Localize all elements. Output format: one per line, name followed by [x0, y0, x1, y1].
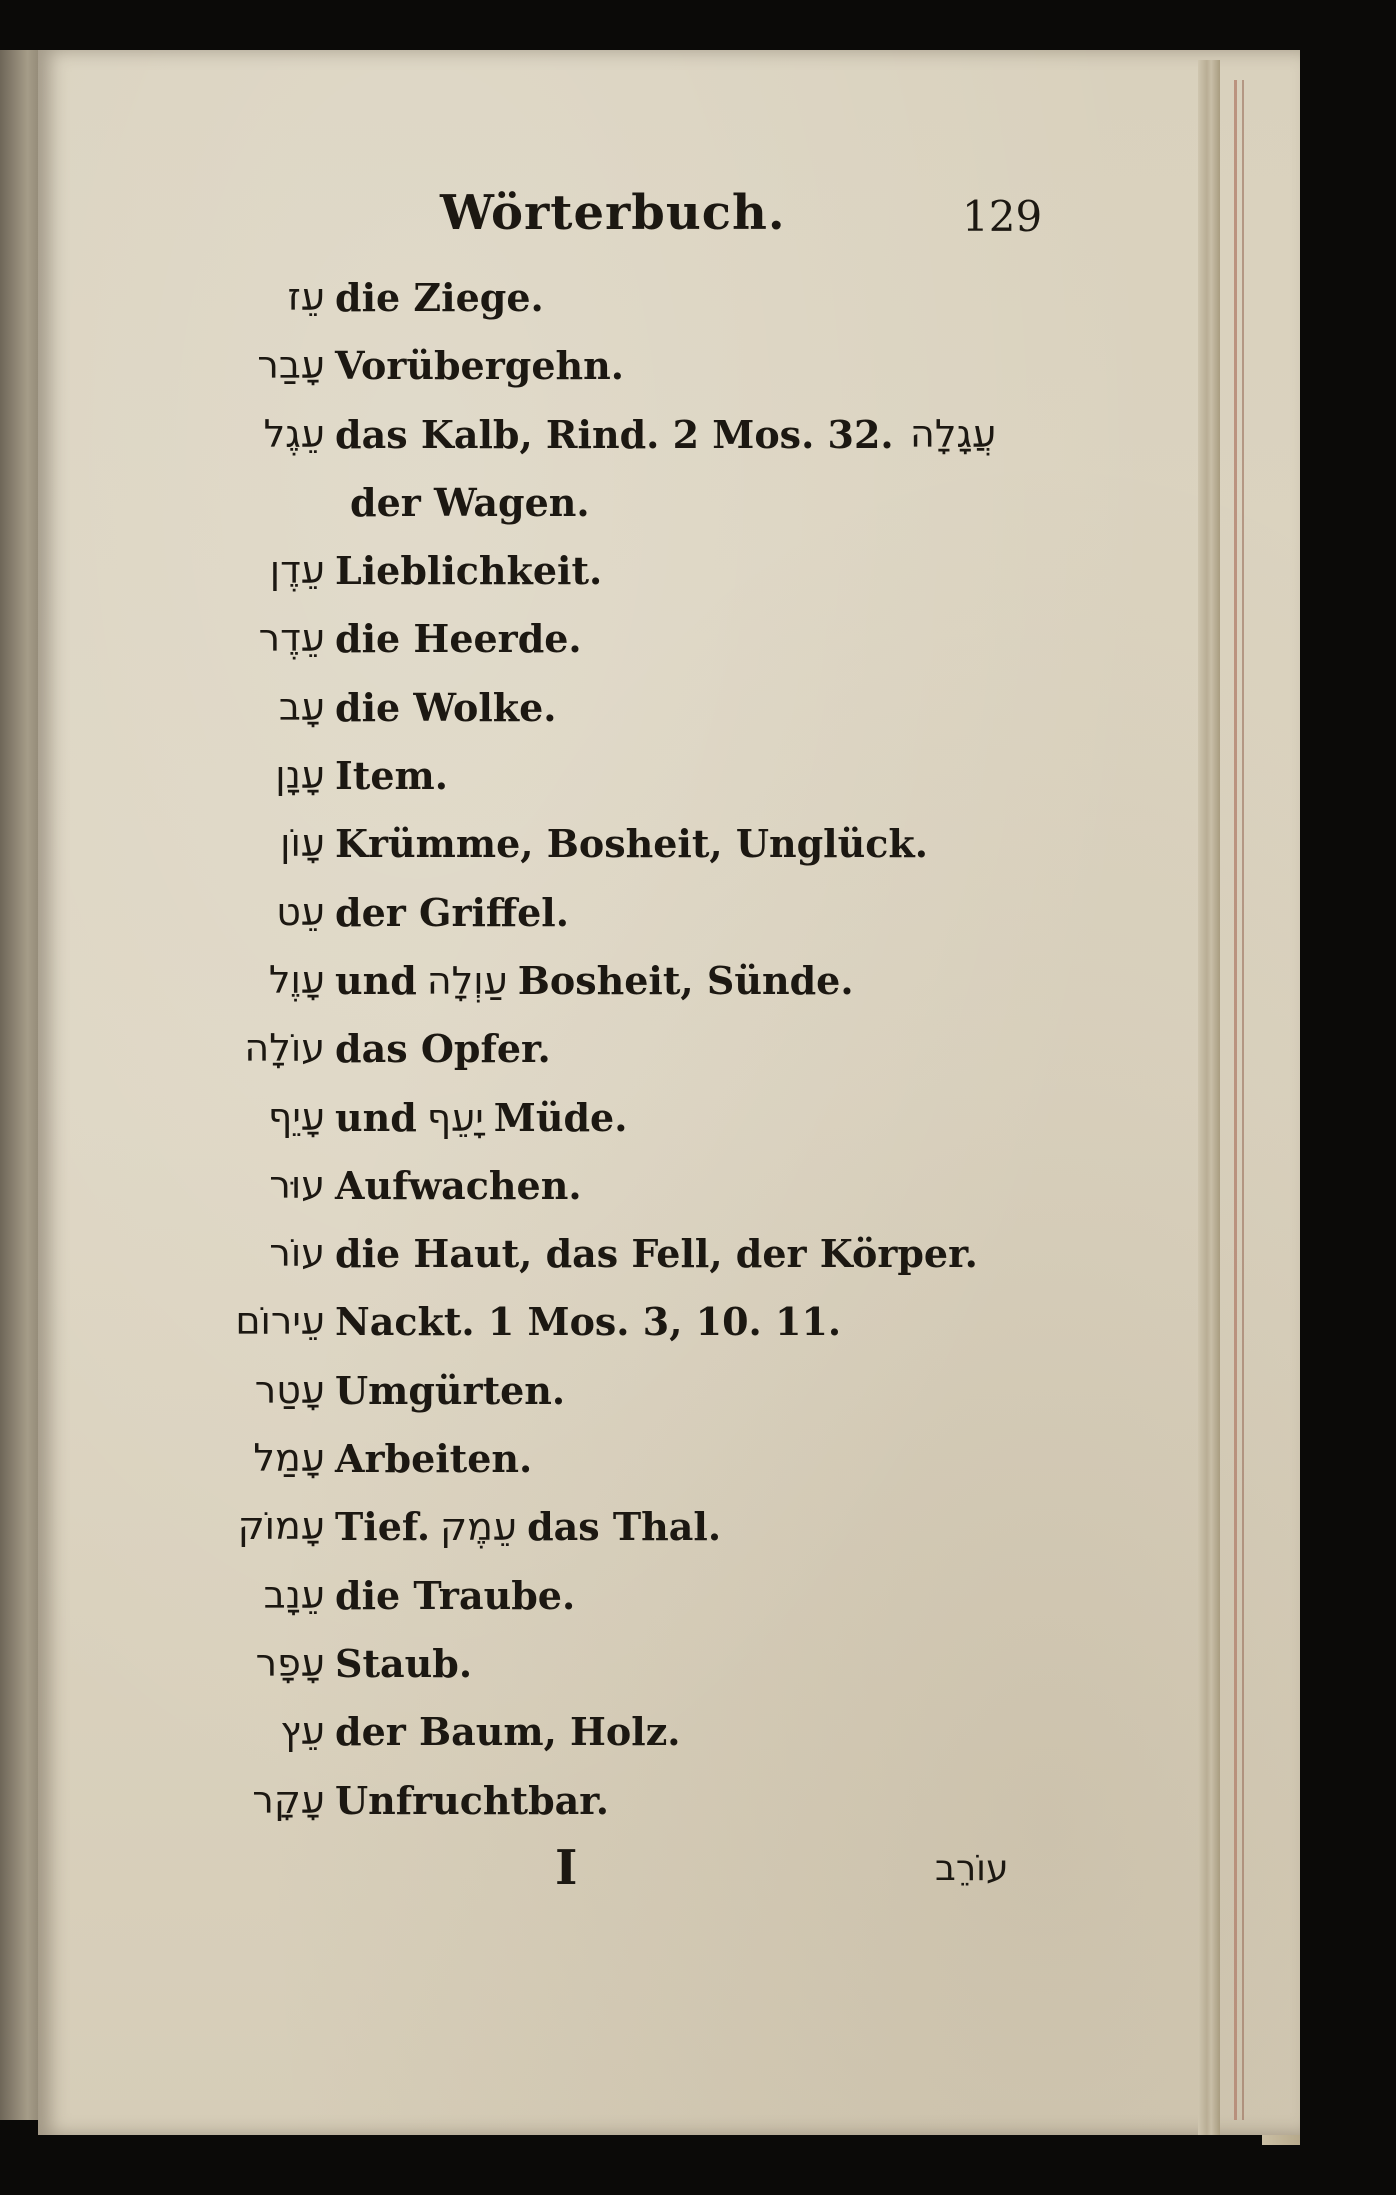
german-gloss: der Baum, Holz. [335, 1709, 681, 1755]
hebrew-variant: עֵמֶק [440, 1505, 518, 1550]
german-gloss-part: Müde. [493, 1094, 628, 1140]
hebrew-headword: עָוֶל [268, 957, 325, 1002]
german-gloss: Unfruchtbar. [335, 1777, 610, 1823]
page-stack-edge [1198, 60, 1220, 2135]
dictionary-entry [0, 1778, 1200, 1846]
page-edge-stain [1234, 80, 1237, 2120]
hebrew-headword: עָטַר [254, 1367, 325, 1412]
german-gloss: das Kalb, Rind. 2 Mos. 32. [335, 411, 894, 457]
dictionary-entry [0, 548, 1200, 616]
running-title: Wörterbuch. [440, 185, 786, 241]
dictionary-entry [0, 753, 1200, 821]
hebrew-headword: עָמוֹק [237, 1504, 325, 1549]
hebrew-headword: עָב [278, 684, 325, 729]
dictionary-entry [0, 1163, 1200, 1231]
german-gloss: die Ziege. [335, 275, 544, 320]
hebrew-headword: עָמַל [253, 1436, 325, 1481]
german-gloss: die Haut, das Fell, der Körper. [335, 1231, 978, 1277]
german-gloss: Nackt. 1 Mos. 3, 10. 11. [335, 1299, 842, 1345]
dictionary-entry [0, 1095, 1200, 1163]
hebrew-headword: עֵז [287, 275, 325, 319]
dictionary-entry [0, 958, 1200, 1026]
german-gloss: die Wolke. [335, 684, 557, 730]
german-gloss-part: und [335, 1094, 417, 1140]
hebrew-headword: עֵט [276, 889, 325, 934]
hebrew-headword: עֵדֶר [258, 616, 325, 661]
dictionary-entry [0, 480, 1200, 548]
german-gloss: Lieblichkeit. [335, 548, 603, 594]
german-gloss: der Wagen. [350, 479, 590, 525]
german-gloss [335, 1504, 721, 1549]
german-gloss: Vorübergehn. [335, 343, 624, 389]
dictionary-entries [0, 275, 1200, 1846]
page-edge-stain-2 [1242, 80, 1244, 2120]
hebrew-headword: עָקָר [252, 1777, 325, 1822]
hebrew-headword: עֵירוֹם [235, 1299, 325, 1344]
german-gloss-part: Bosheit, Sünde. [517, 957, 854, 1003]
page-header [0, 180, 1200, 250]
dictionary-entry [0, 1573, 1200, 1641]
german-gloss: Item. [335, 753, 448, 799]
dictionary-entry [0, 1709, 1200, 1777]
dictionary-entry [0, 1436, 1200, 1504]
hebrew-headword: עָיֵף [268, 1094, 325, 1139]
hebrew-headword: עוֹר [269, 1231, 325, 1276]
hebrew-headword: עוֹלָה [244, 1026, 325, 1071]
hebrew-headword: עָנָן [275, 753, 325, 798]
dictionary-entry [0, 1641, 1200, 1709]
german-gloss: Aufwachen. [335, 1162, 582, 1208]
hebrew-headword: עֵדֶן [269, 548, 325, 593]
page-number: 129 [962, 192, 1043, 241]
german-gloss-part: Tief. [335, 1504, 431, 1550]
dictionary-entry [0, 685, 1200, 753]
dictionary-entry [0, 412, 1200, 480]
hebrew-variant: יָעֵף [426, 1095, 484, 1140]
hebrew-headword: עֵץ [280, 1709, 325, 1754]
german-gloss: Umgürten. [335, 1367, 566, 1413]
german-gloss: der Griffel. [335, 889, 569, 935]
hebrew-headword: עָבַר [257, 343, 325, 388]
catchword: עוֹרֵב [935, 1848, 1009, 1889]
dictionary-entry [0, 1368, 1200, 1436]
german-gloss-part: das Thal. [527, 1504, 722, 1550]
dictionary-entry [0, 616, 1200, 684]
signature-mark: I [555, 1840, 578, 1896]
german-gloss: das Opfer. [335, 1026, 551, 1072]
hebrew-variant: עַוְלָה [426, 958, 508, 1003]
german-gloss: die Heerde. [335, 616, 582, 662]
dictionary-entry [0, 1026, 1200, 1094]
dictionary-entry [0, 343, 1200, 411]
hebrew-headword: עָפָר [255, 1640, 325, 1685]
hebrew-headword: עוּר [269, 1162, 325, 1207]
page-footer [0, 1840, 1200, 1900]
german-gloss: Staub. [335, 1640, 473, 1686]
dictionary-entry [0, 1231, 1200, 1299]
german-gloss [335, 1095, 627, 1140]
hebrew-headword: עָוֹן [280, 821, 325, 866]
german-gloss: Arbeiten. [335, 1436, 533, 1482]
german-gloss-part: und [335, 957, 417, 1003]
german-gloss [335, 958, 854, 1003]
dictionary-entry [0, 890, 1200, 958]
dictionary-entry [0, 275, 1200, 343]
dictionary-entry [0, 1299, 1200, 1367]
dictionary-entry [0, 1504, 1200, 1572]
hebrew-headword: עֵגֶל [263, 411, 325, 456]
german-gloss: die Traube. [335, 1572, 576, 1618]
hebrew-related-word: עֲגָלָה [910, 411, 997, 456]
german-gloss: Krümme, Bosheit, Unglück. [335, 821, 928, 867]
hebrew-headword: עֵנָב [263, 1572, 325, 1617]
dictionary-entry [0, 821, 1200, 889]
